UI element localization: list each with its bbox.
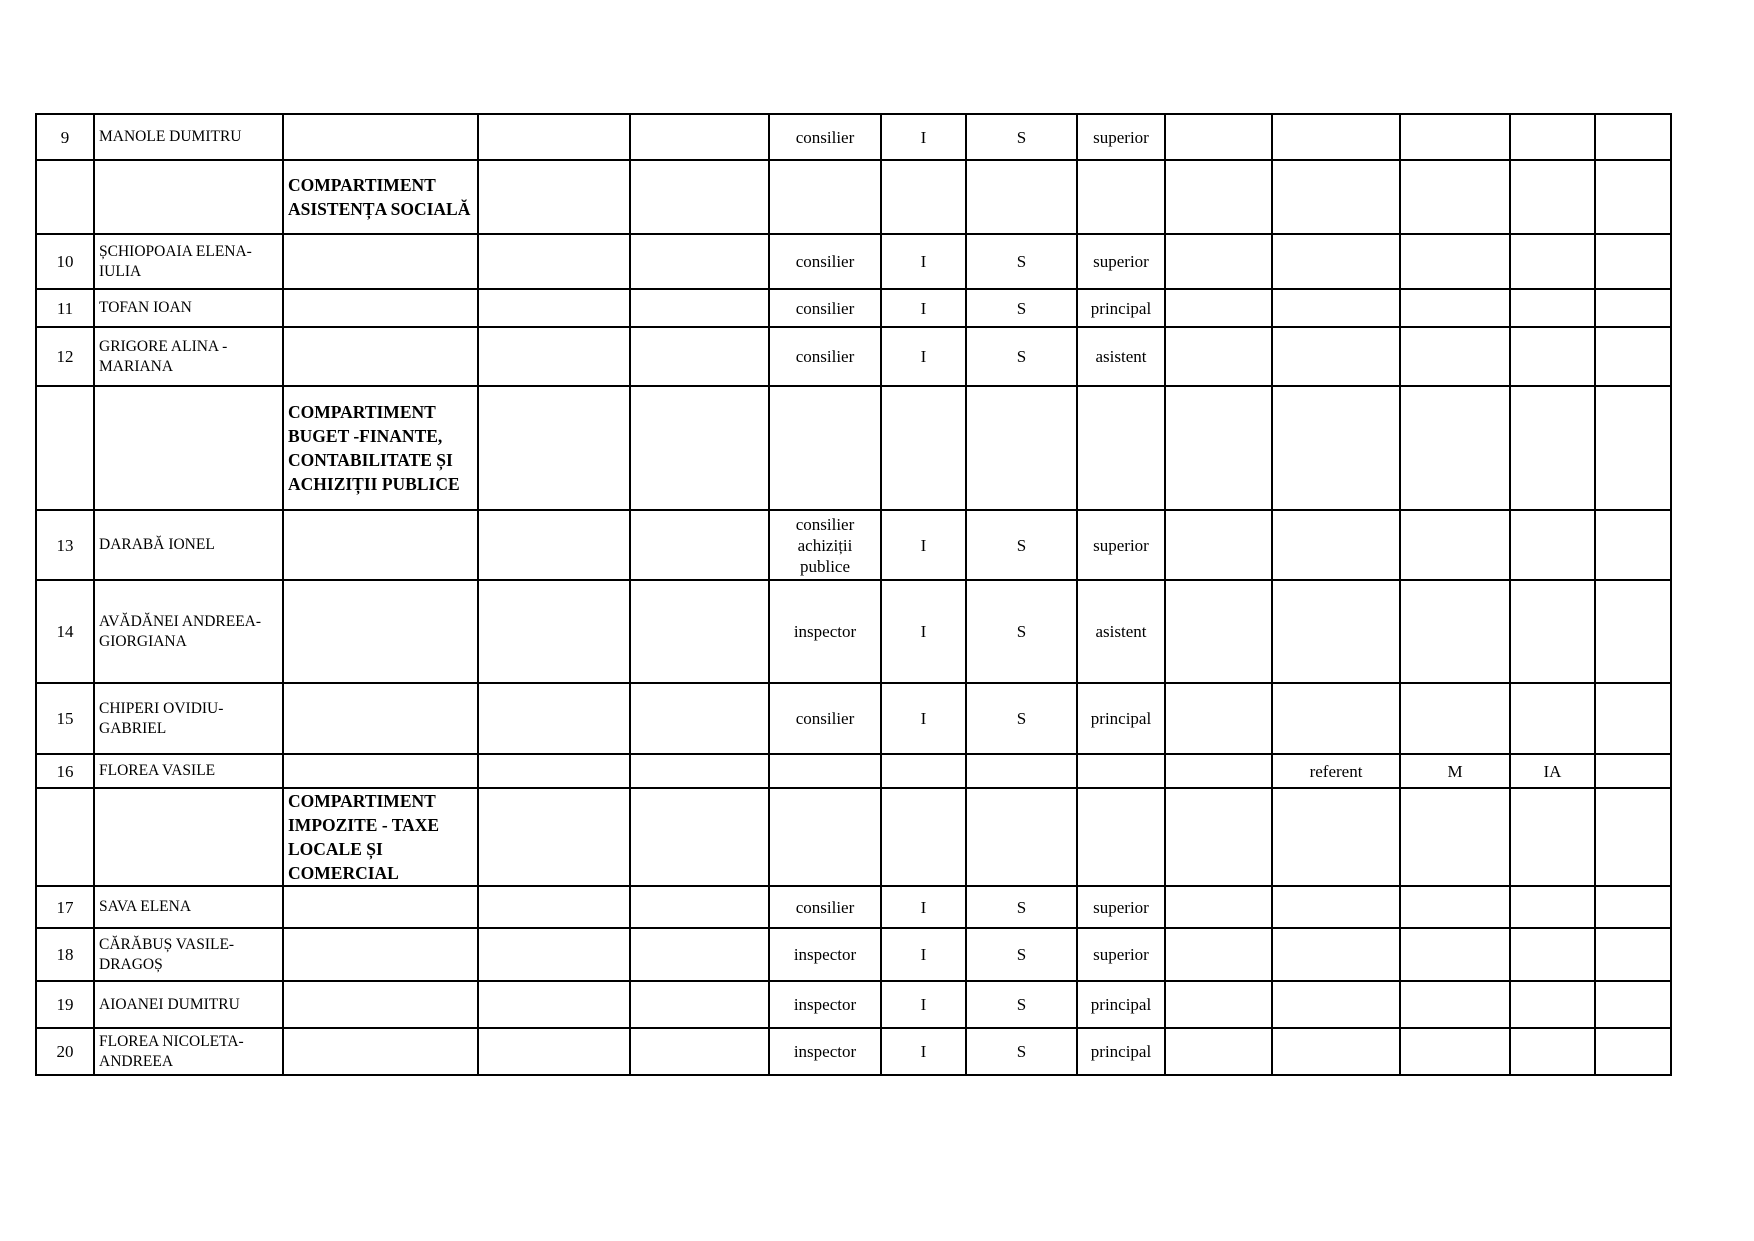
department-cell xyxy=(283,510,478,580)
contract-function-cell xyxy=(1272,327,1400,386)
empty-cell xyxy=(1165,234,1272,289)
empty-cell xyxy=(1165,289,1272,327)
study-level-cell xyxy=(966,754,1077,788)
table-body xyxy=(36,114,1671,1075)
public-function-cell: inspector xyxy=(769,580,881,683)
name-cell: DARABĂ IONEL xyxy=(94,510,283,580)
contract-grade-cell xyxy=(1510,580,1595,683)
table-row xyxy=(36,928,1671,981)
empty-cell xyxy=(1400,386,1510,510)
contract-grade-cell xyxy=(1510,327,1595,386)
study-level-cell: S xyxy=(966,234,1077,289)
empty-cell xyxy=(630,683,769,754)
contract-function-cell xyxy=(1272,683,1400,754)
department-title: COMPARTIMENT IMPOZITE - TAXE LOCALE ȘI COMERCIAL xyxy=(283,788,478,886)
professional-grade-cell: principal xyxy=(1077,981,1165,1028)
empty-cell xyxy=(1595,510,1671,580)
table-row xyxy=(36,327,1671,386)
empty-cell xyxy=(1165,683,1272,754)
table-row xyxy=(36,886,1671,928)
empty-cell xyxy=(1595,327,1671,386)
contract-function-cell xyxy=(1272,234,1400,289)
empty-cell xyxy=(1272,788,1400,886)
contract-study-level-cell xyxy=(1400,580,1510,683)
professional-grade-cell: principal xyxy=(1077,289,1165,327)
empty-cell xyxy=(478,683,630,754)
empty-cell xyxy=(1165,386,1272,510)
table-row xyxy=(36,234,1671,289)
contract-function-cell xyxy=(1272,289,1400,327)
contract-study-level-cell xyxy=(1400,981,1510,1028)
professional-grade-cell: asistent xyxy=(1077,327,1165,386)
empty-cell xyxy=(1510,788,1595,886)
department-cell xyxy=(283,289,478,327)
name-cell xyxy=(94,386,283,510)
row-number-cell xyxy=(36,160,94,234)
study-level-cell: S xyxy=(966,327,1077,386)
table-row xyxy=(36,510,1671,580)
empty-cell xyxy=(1595,580,1671,683)
contract-function-cell xyxy=(1272,981,1400,1028)
empty-cell xyxy=(1165,928,1272,981)
table-row xyxy=(36,754,1671,788)
empty-cell xyxy=(1077,160,1165,234)
professional-grade-cell: superior xyxy=(1077,114,1165,160)
name-cell: TOFAN IOAN xyxy=(94,289,283,327)
empty-cell xyxy=(1165,160,1272,234)
class-cell: I xyxy=(881,510,966,580)
table-row xyxy=(36,580,1671,683)
contract-grade-cell xyxy=(1510,683,1595,754)
professional-grade-cell xyxy=(1077,754,1165,788)
public-function-cell: consilier xyxy=(769,234,881,289)
empty-cell xyxy=(769,160,881,234)
study-level-cell: S xyxy=(966,981,1077,1028)
class-cell: I xyxy=(881,114,966,160)
empty-cell xyxy=(966,788,1077,886)
row-number-cell: 17 xyxy=(36,886,94,928)
empty-cell xyxy=(1595,928,1671,981)
study-level-cell: S xyxy=(966,928,1077,981)
empty-cell xyxy=(1595,160,1671,234)
empty-cell xyxy=(1595,683,1671,754)
contract-function-cell xyxy=(1272,580,1400,683)
class-cell: I xyxy=(881,928,966,981)
class-cell: I xyxy=(881,580,966,683)
public-function-cell: consilier xyxy=(769,886,881,928)
row-number-cell xyxy=(36,386,94,510)
empty-cell xyxy=(478,754,630,788)
empty-cell xyxy=(630,580,769,683)
contract-study-level-cell xyxy=(1400,510,1510,580)
class-cell: I xyxy=(881,981,966,1028)
department-cell xyxy=(283,683,478,754)
table-row xyxy=(36,114,1671,160)
empty-cell xyxy=(1595,1028,1671,1075)
name-cell: CĂRĂBUȘ VASILE-DRAGOȘ xyxy=(94,928,283,981)
table-row xyxy=(36,981,1671,1028)
professional-grade-cell: principal xyxy=(1077,1028,1165,1075)
contract-grade-cell xyxy=(1510,114,1595,160)
table-row xyxy=(36,683,1671,754)
name-cell: ȘCHIOPOAIA ELENA-IULIA xyxy=(94,234,283,289)
empty-cell xyxy=(630,234,769,289)
empty-cell xyxy=(630,160,769,234)
public-function-cell: consilier xyxy=(769,114,881,160)
empty-cell xyxy=(478,981,630,1028)
empty-cell xyxy=(630,386,769,510)
empty-cell xyxy=(630,928,769,981)
department-cell xyxy=(283,886,478,928)
empty-cell xyxy=(630,788,769,886)
row-number-cell: 16 xyxy=(36,754,94,788)
empty-cell xyxy=(630,114,769,160)
name-cell: FLOREA VASILE xyxy=(94,754,283,788)
empty-cell xyxy=(630,510,769,580)
professional-grade-cell: superior xyxy=(1077,234,1165,289)
empty-cell xyxy=(1595,886,1671,928)
contract-function-cell xyxy=(1272,510,1400,580)
empty-cell xyxy=(478,289,630,327)
department-cell xyxy=(283,928,478,981)
table-row xyxy=(36,289,1671,327)
empty-cell xyxy=(1165,886,1272,928)
empty-cell xyxy=(478,160,630,234)
row-number-cell: 9 xyxy=(36,114,94,160)
study-level-cell: S xyxy=(966,580,1077,683)
study-level-cell: S xyxy=(966,886,1077,928)
professional-grade-cell: superior xyxy=(1077,886,1165,928)
contract-study-level-cell xyxy=(1400,327,1510,386)
study-level-cell: S xyxy=(966,683,1077,754)
contract-study-level-cell xyxy=(1400,1028,1510,1075)
empty-cell xyxy=(478,1028,630,1075)
contract-study-level-cell xyxy=(1400,234,1510,289)
row-number-cell: 12 xyxy=(36,327,94,386)
empty-cell xyxy=(1077,386,1165,510)
contract-grade-cell xyxy=(1510,510,1595,580)
contract-study-level-cell: M xyxy=(1400,754,1510,788)
class-cell: I xyxy=(881,886,966,928)
empty-cell xyxy=(966,386,1077,510)
class-cell: I xyxy=(881,289,966,327)
name-cell xyxy=(94,788,283,886)
empty-cell xyxy=(1595,788,1671,886)
row-number-cell: 15 xyxy=(36,683,94,754)
public-function-cell: inspector xyxy=(769,1028,881,1075)
empty-cell xyxy=(1165,580,1272,683)
class-cell xyxy=(881,754,966,788)
empty-cell xyxy=(1595,754,1671,788)
class-cell: I xyxy=(881,683,966,754)
empty-cell xyxy=(478,114,630,160)
row-number-cell: 10 xyxy=(36,234,94,289)
staff-table xyxy=(35,113,1672,1076)
empty-cell xyxy=(630,981,769,1028)
name-cell: GRIGORE ALINA - MARIANA xyxy=(94,327,283,386)
class-cell: I xyxy=(881,1028,966,1075)
public-function-cell xyxy=(769,754,881,788)
empty-cell xyxy=(1165,327,1272,386)
department-cell xyxy=(283,1028,478,1075)
empty-cell xyxy=(478,886,630,928)
empty-cell xyxy=(1165,788,1272,886)
contract-function-cell xyxy=(1272,114,1400,160)
contract-grade-cell xyxy=(1510,289,1595,327)
empty-cell xyxy=(881,160,966,234)
contract-function-cell xyxy=(1272,1028,1400,1075)
empty-cell xyxy=(478,510,630,580)
empty-cell xyxy=(478,788,630,886)
empty-cell xyxy=(1595,981,1671,1028)
empty-cell xyxy=(769,788,881,886)
name-cell: SAVA ELENA xyxy=(94,886,283,928)
public-function-cell: consilier achiziții publice xyxy=(769,510,881,580)
empty-cell xyxy=(1595,114,1671,160)
contract-grade-cell: IA xyxy=(1510,754,1595,788)
department-cell xyxy=(283,327,478,386)
empty-cell xyxy=(630,327,769,386)
department-cell xyxy=(283,754,478,788)
row-number-cell: 20 xyxy=(36,1028,94,1075)
public-function-cell: consilier xyxy=(769,289,881,327)
empty-cell xyxy=(769,386,881,510)
empty-cell xyxy=(478,928,630,981)
empty-cell xyxy=(478,386,630,510)
empty-cell xyxy=(881,788,966,886)
empty-cell xyxy=(478,580,630,683)
row-number-cell: 14 xyxy=(36,580,94,683)
contract-function-cell xyxy=(1272,886,1400,928)
department-title: COMPARTIMENT BUGET -FINANTE, CONTABILITATE ȘI ACHIZIȚII PUBLICE xyxy=(283,386,478,510)
contract-function-cell: referent xyxy=(1272,754,1400,788)
department-row xyxy=(36,788,1671,886)
name-cell: MANOLE DUMITRU xyxy=(94,114,283,160)
name-cell: CHIPERI OVIDIU-GABRIEL xyxy=(94,683,283,754)
row-number-cell: 11 xyxy=(36,289,94,327)
contract-function-cell xyxy=(1272,928,1400,981)
empty-cell xyxy=(1272,386,1400,510)
empty-cell xyxy=(966,160,1077,234)
table-row xyxy=(36,1028,1671,1075)
public-function-cell: consilier xyxy=(769,683,881,754)
department-row xyxy=(36,160,1671,234)
professional-grade-cell: asistent xyxy=(1077,580,1165,683)
empty-cell xyxy=(1400,160,1510,234)
name-cell: AVĂDĂNEI ANDREEA-GIORGIANA xyxy=(94,580,283,683)
contract-study-level-cell xyxy=(1400,886,1510,928)
empty-cell xyxy=(1165,981,1272,1028)
study-level-cell: S xyxy=(966,289,1077,327)
empty-cell xyxy=(478,327,630,386)
professional-grade-cell: principal xyxy=(1077,683,1165,754)
professional-grade-cell: superior xyxy=(1077,928,1165,981)
public-function-cell: inspector xyxy=(769,981,881,1028)
row-number-cell: 18 xyxy=(36,928,94,981)
empty-cell xyxy=(1165,754,1272,788)
empty-cell xyxy=(1077,788,1165,886)
department-cell xyxy=(283,114,478,160)
empty-cell xyxy=(1165,510,1272,580)
study-level-cell: S xyxy=(966,114,1077,160)
row-number-cell xyxy=(36,788,94,886)
department-title: COMPARTIMENT ASISTENȚA SOCIALĂ xyxy=(283,160,478,234)
empty-cell xyxy=(630,289,769,327)
contract-grade-cell xyxy=(1510,981,1595,1028)
empty-cell xyxy=(478,234,630,289)
study-level-cell: S xyxy=(966,1028,1077,1075)
class-cell: I xyxy=(881,327,966,386)
row-number-cell: 13 xyxy=(36,510,94,580)
class-cell: I xyxy=(881,234,966,289)
contract-grade-cell xyxy=(1510,1028,1595,1075)
study-level-cell: S xyxy=(966,510,1077,580)
name-cell: FLOREA NICOLETA-ANDREEA xyxy=(94,1028,283,1075)
professional-grade-cell: superior xyxy=(1077,510,1165,580)
contract-grade-cell xyxy=(1510,234,1595,289)
contract-study-level-cell xyxy=(1400,928,1510,981)
empty-cell xyxy=(1595,234,1671,289)
row-number-cell: 19 xyxy=(36,981,94,1028)
contract-study-level-cell xyxy=(1400,289,1510,327)
contract-study-level-cell xyxy=(1400,683,1510,754)
contract-grade-cell xyxy=(1510,886,1595,928)
empty-cell xyxy=(1510,160,1595,234)
department-cell xyxy=(283,981,478,1028)
name-cell: AIOANEI DUMITRU xyxy=(94,981,283,1028)
contract-study-level-cell xyxy=(1400,114,1510,160)
empty-cell xyxy=(1165,1028,1272,1075)
empty-cell xyxy=(1272,160,1400,234)
department-cell xyxy=(283,580,478,683)
public-function-cell: consilier xyxy=(769,327,881,386)
empty-cell xyxy=(630,886,769,928)
empty-cell xyxy=(1595,289,1671,327)
department-cell xyxy=(283,234,478,289)
empty-cell xyxy=(1400,788,1510,886)
name-cell xyxy=(94,160,283,234)
empty-cell xyxy=(630,754,769,788)
empty-cell xyxy=(881,386,966,510)
empty-cell xyxy=(630,1028,769,1075)
contract-grade-cell xyxy=(1510,928,1595,981)
empty-cell xyxy=(1595,386,1671,510)
public-function-cell: inspector xyxy=(769,928,881,981)
empty-cell xyxy=(1165,114,1272,160)
empty-cell xyxy=(1510,386,1595,510)
department-row xyxy=(36,386,1671,510)
